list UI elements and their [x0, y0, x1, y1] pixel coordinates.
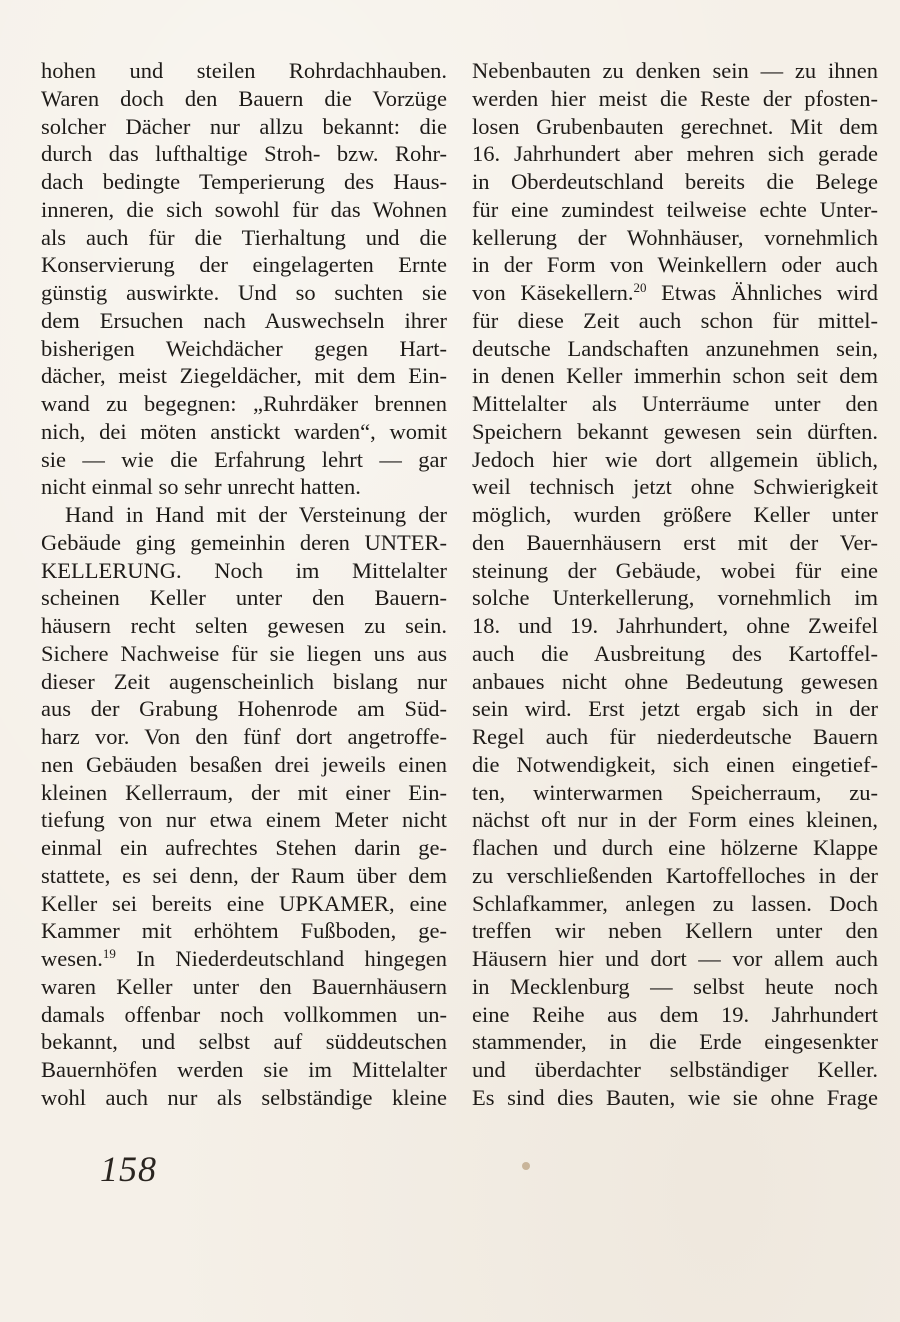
line-text: dach bedingte Temperierung des Haus-: [41, 169, 447, 194]
line-text: losen Grubenbauten gerechnet. Mit dem: [472, 113, 878, 139]
text-line: [41, 751, 447, 779]
text-line: [41, 973, 447, 1001]
line-text: als auch für die Tierhaltung und die: [41, 224, 447, 250]
line-text: bekannt, und selbst auf süddeutschen: [41, 1029, 447, 1055]
text-line: [41, 224, 447, 252]
line-text: in Oberdeutschland bereits die Belege: [472, 169, 878, 194]
line-text: nich, dei möten anstickt warden“, womit: [41, 418, 447, 444]
line-text: Kammer mit erhöhtem Fußboden, ge-: [41, 918, 447, 944]
line-text: nen Gebäuden besaßen drei jeweils einen: [41, 751, 447, 777]
left-text-column: [41, 57, 447, 1112]
text-line: [41, 335, 447, 363]
text-line: [41, 1028, 447, 1056]
text-line: [472, 140, 878, 168]
text-line: [41, 1084, 447, 1112]
text-line: [472, 1084, 878, 1112]
text-line: [472, 1001, 878, 1029]
text-line: [41, 418, 447, 446]
text-line: [472, 945, 878, 973]
text-line: [41, 917, 447, 945]
line-text: möglich, wurden größere Keller unter: [472, 502, 878, 527]
text-line: [472, 85, 878, 113]
text-line: [41, 473, 447, 501]
text-line: [472, 473, 878, 501]
line-text: Gebäude ging gemeinhin deren UNTER-: [41, 529, 447, 555]
line-text: günstig auswirkte. Und so suchten sie: [41, 280, 447, 305]
line-text: wand zu begegnen: „Ruhrdäker brennen: [41, 391, 447, 416]
line-text: in denen Keller immerhin schon seit dem: [472, 363, 878, 389]
text-line: [472, 917, 878, 945]
text-line: [41, 390, 447, 418]
text-line: [472, 251, 878, 279]
line-text: Es sind dies Bauten, wie sie ohne Frage: [472, 1084, 878, 1110]
page-number: 158: [100, 1149, 157, 1189]
footnote-marker: 20: [633, 280, 647, 295]
text-line: [41, 140, 447, 168]
text-line: [472, 57, 878, 85]
text-line: [41, 1001, 447, 1029]
line-text: stammender, in die Erde eingesenkter: [472, 1029, 878, 1055]
line-text: die Notwendigkeit, sich einen eingetief-: [472, 751, 878, 777]
text-line: [41, 834, 447, 862]
line-text: 16. Jahrhundert aber mehren sich gerade: [472, 141, 878, 167]
line-text: dem Ersuchen nach Auswechseln ihrer: [41, 307, 447, 333]
line-text: nächst oft nur in der Form eines kleinen,: [472, 807, 878, 833]
text-line: [472, 529, 878, 557]
text-line: [472, 695, 878, 723]
line-text: Speichern bekannt gewesen sein dürften.: [472, 418, 878, 444]
line-text: in Mecklenburg — selbst heute noch: [472, 973, 878, 999]
text-line: [472, 1056, 878, 1084]
line-text: von Käsekellern.: [472, 280, 634, 305]
line-text: dieser Zeit augenscheinlich bislang nur: [41, 668, 447, 694]
line-text: KELLERUNG. Noch im Mittelalter: [41, 557, 447, 583]
text-line: [41, 362, 447, 390]
line-text-continued: Etwas Ähnliches wird: [646, 280, 878, 305]
paper-speck: [522, 1162, 530, 1170]
line-text: ten, winterwarmen Speicherraum, zu-: [472, 779, 878, 805]
text-line: [41, 779, 447, 807]
line-text: für eine zumindest teilweise echte Unter-: [472, 196, 878, 222]
line-text: Regel auch für niederdeutsche Bauern: [472, 724, 878, 749]
text-line: [472, 390, 878, 418]
text-line: [41, 723, 447, 751]
text-line: [41, 640, 447, 668]
text-line: [472, 557, 878, 585]
line-text: durch das lufthaltige Stroh- bzw. Rohr-: [41, 141, 447, 167]
line-text: anbaues nicht ohne Bedeutung gewesen: [472, 668, 878, 694]
line-text: wohl auch nur als selbständige kleine: [41, 1084, 447, 1110]
text-line: [472, 501, 878, 529]
line-text: Konservierung der eingelagerten Ernte: [41, 252, 447, 278]
line-text: in der Form von Weinkellern oder auch: [472, 252, 878, 278]
line-text: häusern recht selten gewesen zu sein.: [41, 613, 447, 638]
text-line: [472, 834, 878, 862]
line-text: auch die Ausbreitung des Kartoffel-: [472, 640, 878, 666]
text-line: [41, 57, 447, 85]
text-line: [472, 168, 878, 196]
text-line: [472, 418, 878, 446]
line-text: damals offenbar noch vollkommen un-: [41, 1001, 447, 1027]
text-line: [41, 251, 447, 279]
line-text: deutsche Landschaften anzunehmen sein,: [472, 335, 878, 361]
text-line: [41, 279, 447, 307]
line-text: flachen und durch eine hölzerne Klappe: [472, 835, 878, 860]
line-text: scheinen Keller unter den Bauern-: [41, 585, 447, 611]
line-text: Mittelalter als Unterräume unter den: [472, 391, 878, 416]
text-line: [472, 362, 878, 390]
line-text: Bauernhöfen werden sie im Mittelalter: [41, 1057, 447, 1082]
text-line: [472, 723, 878, 751]
text-line: [41, 668, 447, 696]
line-text: 18. und 19. Jahrhundert, ohne Zweifel: [472, 613, 878, 638]
text-line: [472, 779, 878, 807]
text-line: [472, 862, 878, 890]
line-text: Waren doch den Bauern die Vorzüge: [41, 85, 447, 111]
text-line: [41, 85, 447, 113]
line-text: weil technisch jetzt ohne Schwierigkeit: [472, 474, 878, 500]
line-text: Hand in Hand mit der Versteinung der: [65, 502, 447, 527]
text-line: [472, 668, 878, 696]
text-line: [472, 612, 878, 640]
text-line: [472, 335, 878, 363]
text-line: [472, 279, 878, 307]
text-line: [472, 1028, 878, 1056]
line-text: Häusern hier und dort — vor allem auch: [472, 946, 878, 971]
line-text: treffen wir neben Kellern unter den: [472, 918, 878, 944]
line-text-continued: In Niederdeutschland hingegen: [115, 946, 447, 971]
text-line: [472, 973, 878, 1001]
text-line: [41, 806, 447, 834]
line-text: harz vor. Von den fünf dort angetroffe-: [41, 724, 447, 749]
text-line: [472, 113, 878, 141]
text-line: [41, 168, 447, 196]
text-line: [41, 113, 447, 141]
text-line: [41, 307, 447, 335]
line-text: wesen.: [41, 946, 103, 971]
line-text: solche Unterkellerung, vornehmlich im: [472, 585, 878, 611]
line-text: dächer, meist Ziegeldächer, mit dem Ein-: [41, 363, 447, 389]
text-line: [472, 890, 878, 918]
text-line: [41, 1056, 447, 1084]
text-line: [472, 307, 878, 335]
text-line: [41, 501, 447, 529]
text-line: [41, 695, 447, 723]
line-text: und überdachter selbständiger Keller.: [472, 1057, 878, 1082]
right-text-column: [472, 57, 878, 1112]
line-text: aus der Grabung Hohenrode am Süd-: [41, 696, 447, 722]
line-text: sein wird. Erst jetzt ergab sich in der: [472, 696, 878, 722]
text-line: [472, 446, 878, 474]
text-line: [41, 557, 447, 585]
text-line: [41, 890, 447, 918]
text-line: [472, 224, 878, 252]
line-text: Schlafkammer, anlegen zu lassen. Doch: [472, 890, 878, 916]
line-text: bisherigen Weichdächer gegen Hart-: [41, 335, 447, 361]
line-text: sie — wie die Erfahrung lehrt — gar: [41, 446, 447, 472]
text-line: [41, 446, 447, 474]
text-line: [472, 584, 878, 612]
line-text: Nebenbauten zu denken sein — zu ihnen: [472, 58, 878, 83]
line-text: waren Keller unter den Bauernhäusern: [41, 973, 447, 999]
text-line: [472, 196, 878, 224]
text-line: [41, 196, 447, 224]
line-text: werden hier meist die Reste der pfosten-: [472, 85, 878, 111]
text-line: [472, 751, 878, 779]
line-text: inneren, die sich sowohl für das Wohnen: [41, 196, 447, 222]
text-line: [41, 945, 447, 973]
line-text: für diese Zeit auch schon für mittel-: [472, 307, 878, 333]
line-text: eine Reihe aus dem 19. Jahrhundert: [472, 1001, 878, 1027]
line-text: hohen und steilen Rohrdachhauben.: [41, 58, 447, 83]
line-text: tiefung von nur etwa einem Meter nicht: [41, 807, 447, 833]
line-text: steinung der Gebäude, wobei für eine: [472, 557, 878, 583]
line-text: nicht einmal so sehr unrecht hatten.: [41, 474, 361, 500]
line-text: einmal ein aufrechtes Stehen darin ge-: [41, 835, 447, 860]
text-line: [472, 806, 878, 834]
line-text: solcher Dächer nur allzu bekannt: die: [41, 113, 447, 139]
text-line: [41, 529, 447, 557]
line-text: Sichere Nachweise für sie liegen uns aus: [41, 640, 447, 666]
line-text: stattete, es sei denn, der Raum über dem: [41, 862, 447, 888]
line-text: Keller sei bereits eine UPKAMER, eine: [41, 890, 447, 916]
line-text: kellerung der Wohnhäuser, vornehmlich: [472, 224, 878, 250]
line-text: den Bauernhäusern erst mit der Ver-: [472, 529, 878, 555]
line-text: Jedoch hier wie dort allgemein üblich,: [472, 446, 878, 472]
footnote-marker: 19: [102, 946, 116, 961]
line-text: kleinen Kellerraum, der mit einer Ein-: [41, 779, 447, 805]
text-line: [41, 612, 447, 640]
text-line: [41, 862, 447, 890]
text-line: [472, 640, 878, 668]
text-line: [41, 584, 447, 612]
line-text: zu verschließenden Kartoffelloches in der: [472, 862, 878, 888]
